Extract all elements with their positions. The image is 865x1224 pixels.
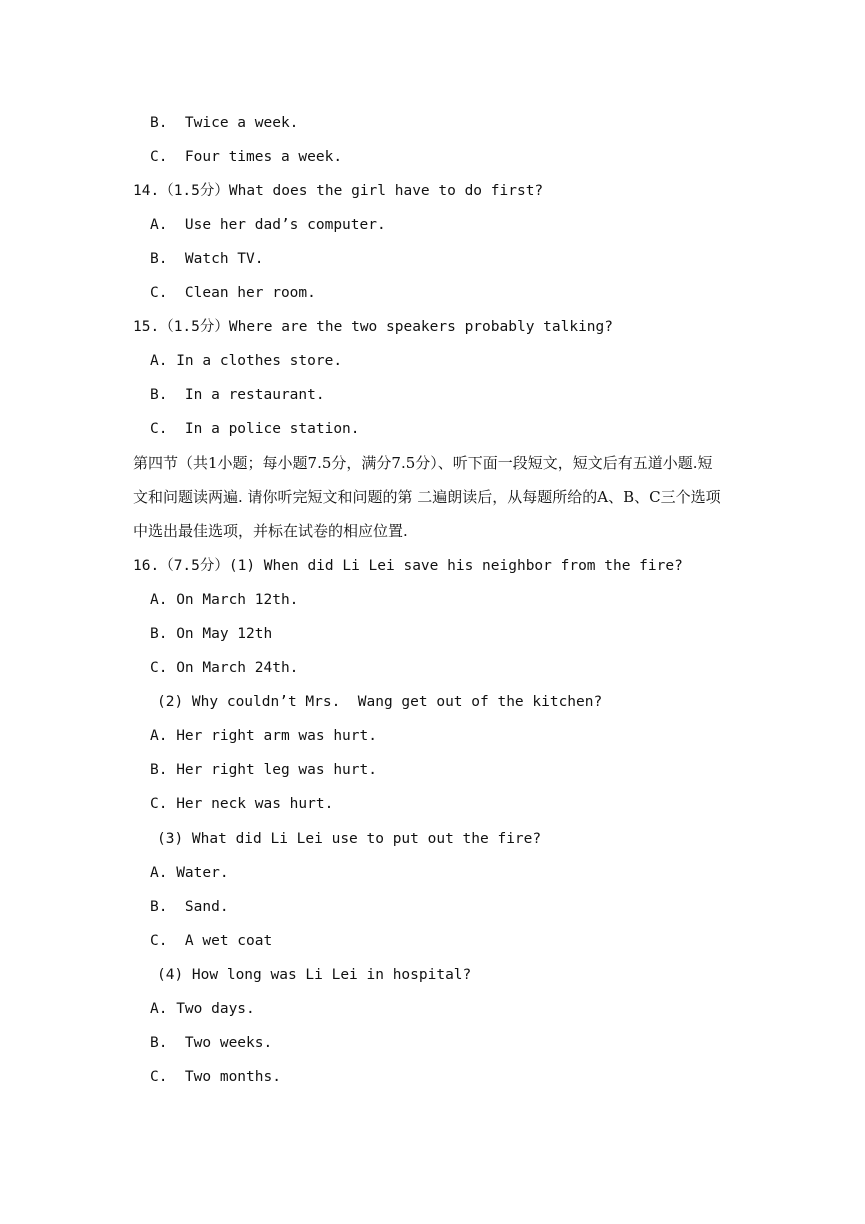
q15-option-b: B. In a restaurant. (150, 387, 325, 403)
q14-question: 14.（1.5分）What does the girl have to do first? (133, 183, 544, 199)
q16-4-option-c: C. Two months. (150, 1069, 281, 1085)
section4-instructions-line2: 文和问题读两遍. 请你听完短文和问题的第 二遍朗读后，从每题所给的A、B、C三个选项 (133, 488, 721, 506)
q16-1-option-c: C. On March 24th. (150, 660, 299, 676)
q14-option-a: A. Use her dad’s computer. (150, 217, 386, 233)
q16-4-option-a: A. Two days. (150, 1001, 255, 1017)
q14-option-b: B. Watch TV. (150, 251, 264, 267)
q14-option-c: C. Clean her room. (150, 285, 316, 301)
q13-option-c: C. Four times a week. (150, 149, 343, 165)
q16-1-option-a: A. On March 12th. (150, 592, 299, 608)
q16-3-option-b: B. Sand. (150, 899, 229, 915)
q16-question: 16.（7.5分）(1) When did Li Lei save his neighbor from the fire? (133, 558, 683, 574)
q13-option-b: B. Twice a week. (150, 115, 299, 131)
q16-4-option-b: B. Two weeks. (150, 1035, 273, 1051)
q16-2-option-c: C. Her neck was hurt. (150, 796, 334, 812)
q15-question: 15.（1.5分）Where are the two speakers probably talking? (133, 319, 613, 335)
section4-instructions-line1: 第四节（共1小题；每小题7.5分，满分7.5分）、听下面一段短文，短文后有五道小题.短 (133, 454, 713, 472)
q16-3-option-a: A. Water. (150, 865, 229, 881)
q15-option-a: A. In a clothes store. (150, 353, 343, 369)
q16-4-question: (4) How long was Li Lei in hospital? (157, 967, 472, 983)
q16-2-option-a: A. Her right arm was hurt. (150, 728, 377, 744)
q16-3-option-c: C. A wet coat (150, 933, 273, 949)
q15-option-c: C. In a police station. (150, 421, 360, 437)
q16-1-option-b: B. On May 12th (150, 626, 273, 642)
section4-instructions-line3: 中选出最佳选项，并标在试卷的相应位置. (133, 522, 408, 540)
q16-2-question: (2) Why couldn’t Mrs. Wang get out of the kitchen? (157, 694, 603, 710)
q16-2-option-b: B. Her right leg was hurt. (150, 762, 377, 778)
q16-3-question: (3) What did Li Lei use to put out the fire? (157, 831, 542, 847)
